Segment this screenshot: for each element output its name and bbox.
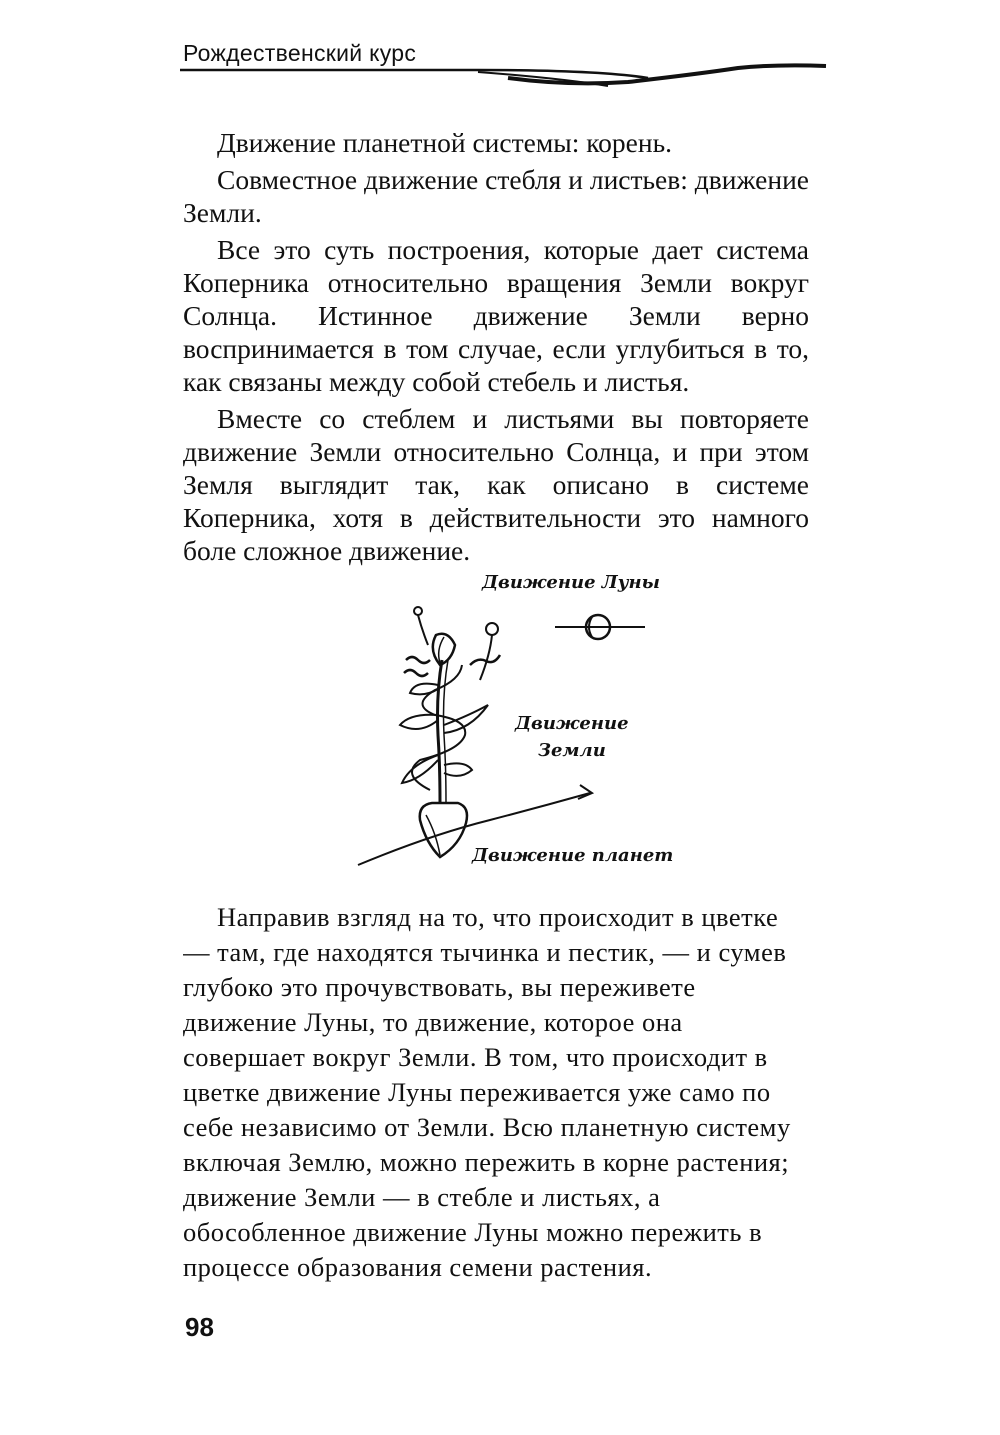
leaf: [400, 715, 438, 729]
page-number: 98: [185, 1312, 214, 1342]
running-header: Рождественский курс: [183, 40, 417, 66]
label-earth-motion-line2: Земли: [538, 740, 606, 761]
paragraph: Направив взгляд на то, что происходит в цветке — там, где находятся тычинка и пестик, — и сумев глубоко это прочувствовать, вы переживете движение Луны, то движение, которое она совершает вокруг Земли. В том, что происходит в цветке движение Луны переживается уже само по себе независимо от Земли. Всю планетную систему включая Землю, можно пережить в корне растения; движение Земли — в стебле и листьях, а обособленное движение Луны можно пережить в процессе образования семени растения.: [183, 902, 791, 1282]
paragraph: Совместное движение стебля и листьев: движение Земли.: [183, 164, 809, 228]
leaf: [410, 684, 438, 695]
label-earth-motion-line1: Движение: [515, 713, 629, 734]
paragraph: Все это суть построения, которые дает система Коперника относительно вращения Земли вокруг Солнца. Истинное движение Земли верно воспринимается в том случае, если углубиться в то, как связаны между собой стебель и листья.: [183, 234, 809, 397]
body-text-bottom: [183, 900, 809, 1285]
header-rule: [178, 60, 828, 100]
label-moon-motion: Движение Луны: [482, 572, 660, 593]
label-planet-motion: Движение планет: [472, 845, 674, 866]
leaf: [444, 763, 472, 776]
paragraph: Вместе со стеблем и листьями вы повторяете движение Земли относительно Солнца, и при этом Земля выглядит так, как описано в системе Коперника, хотя в действительности это намного боле сложное движение.: [183, 403, 809, 566]
body-text-top: [183, 126, 809, 567]
root-bulb: [420, 803, 467, 857]
paragraph: Движение планетной системы: корень.: [217, 127, 673, 158]
plant-stem: [438, 660, 443, 803]
